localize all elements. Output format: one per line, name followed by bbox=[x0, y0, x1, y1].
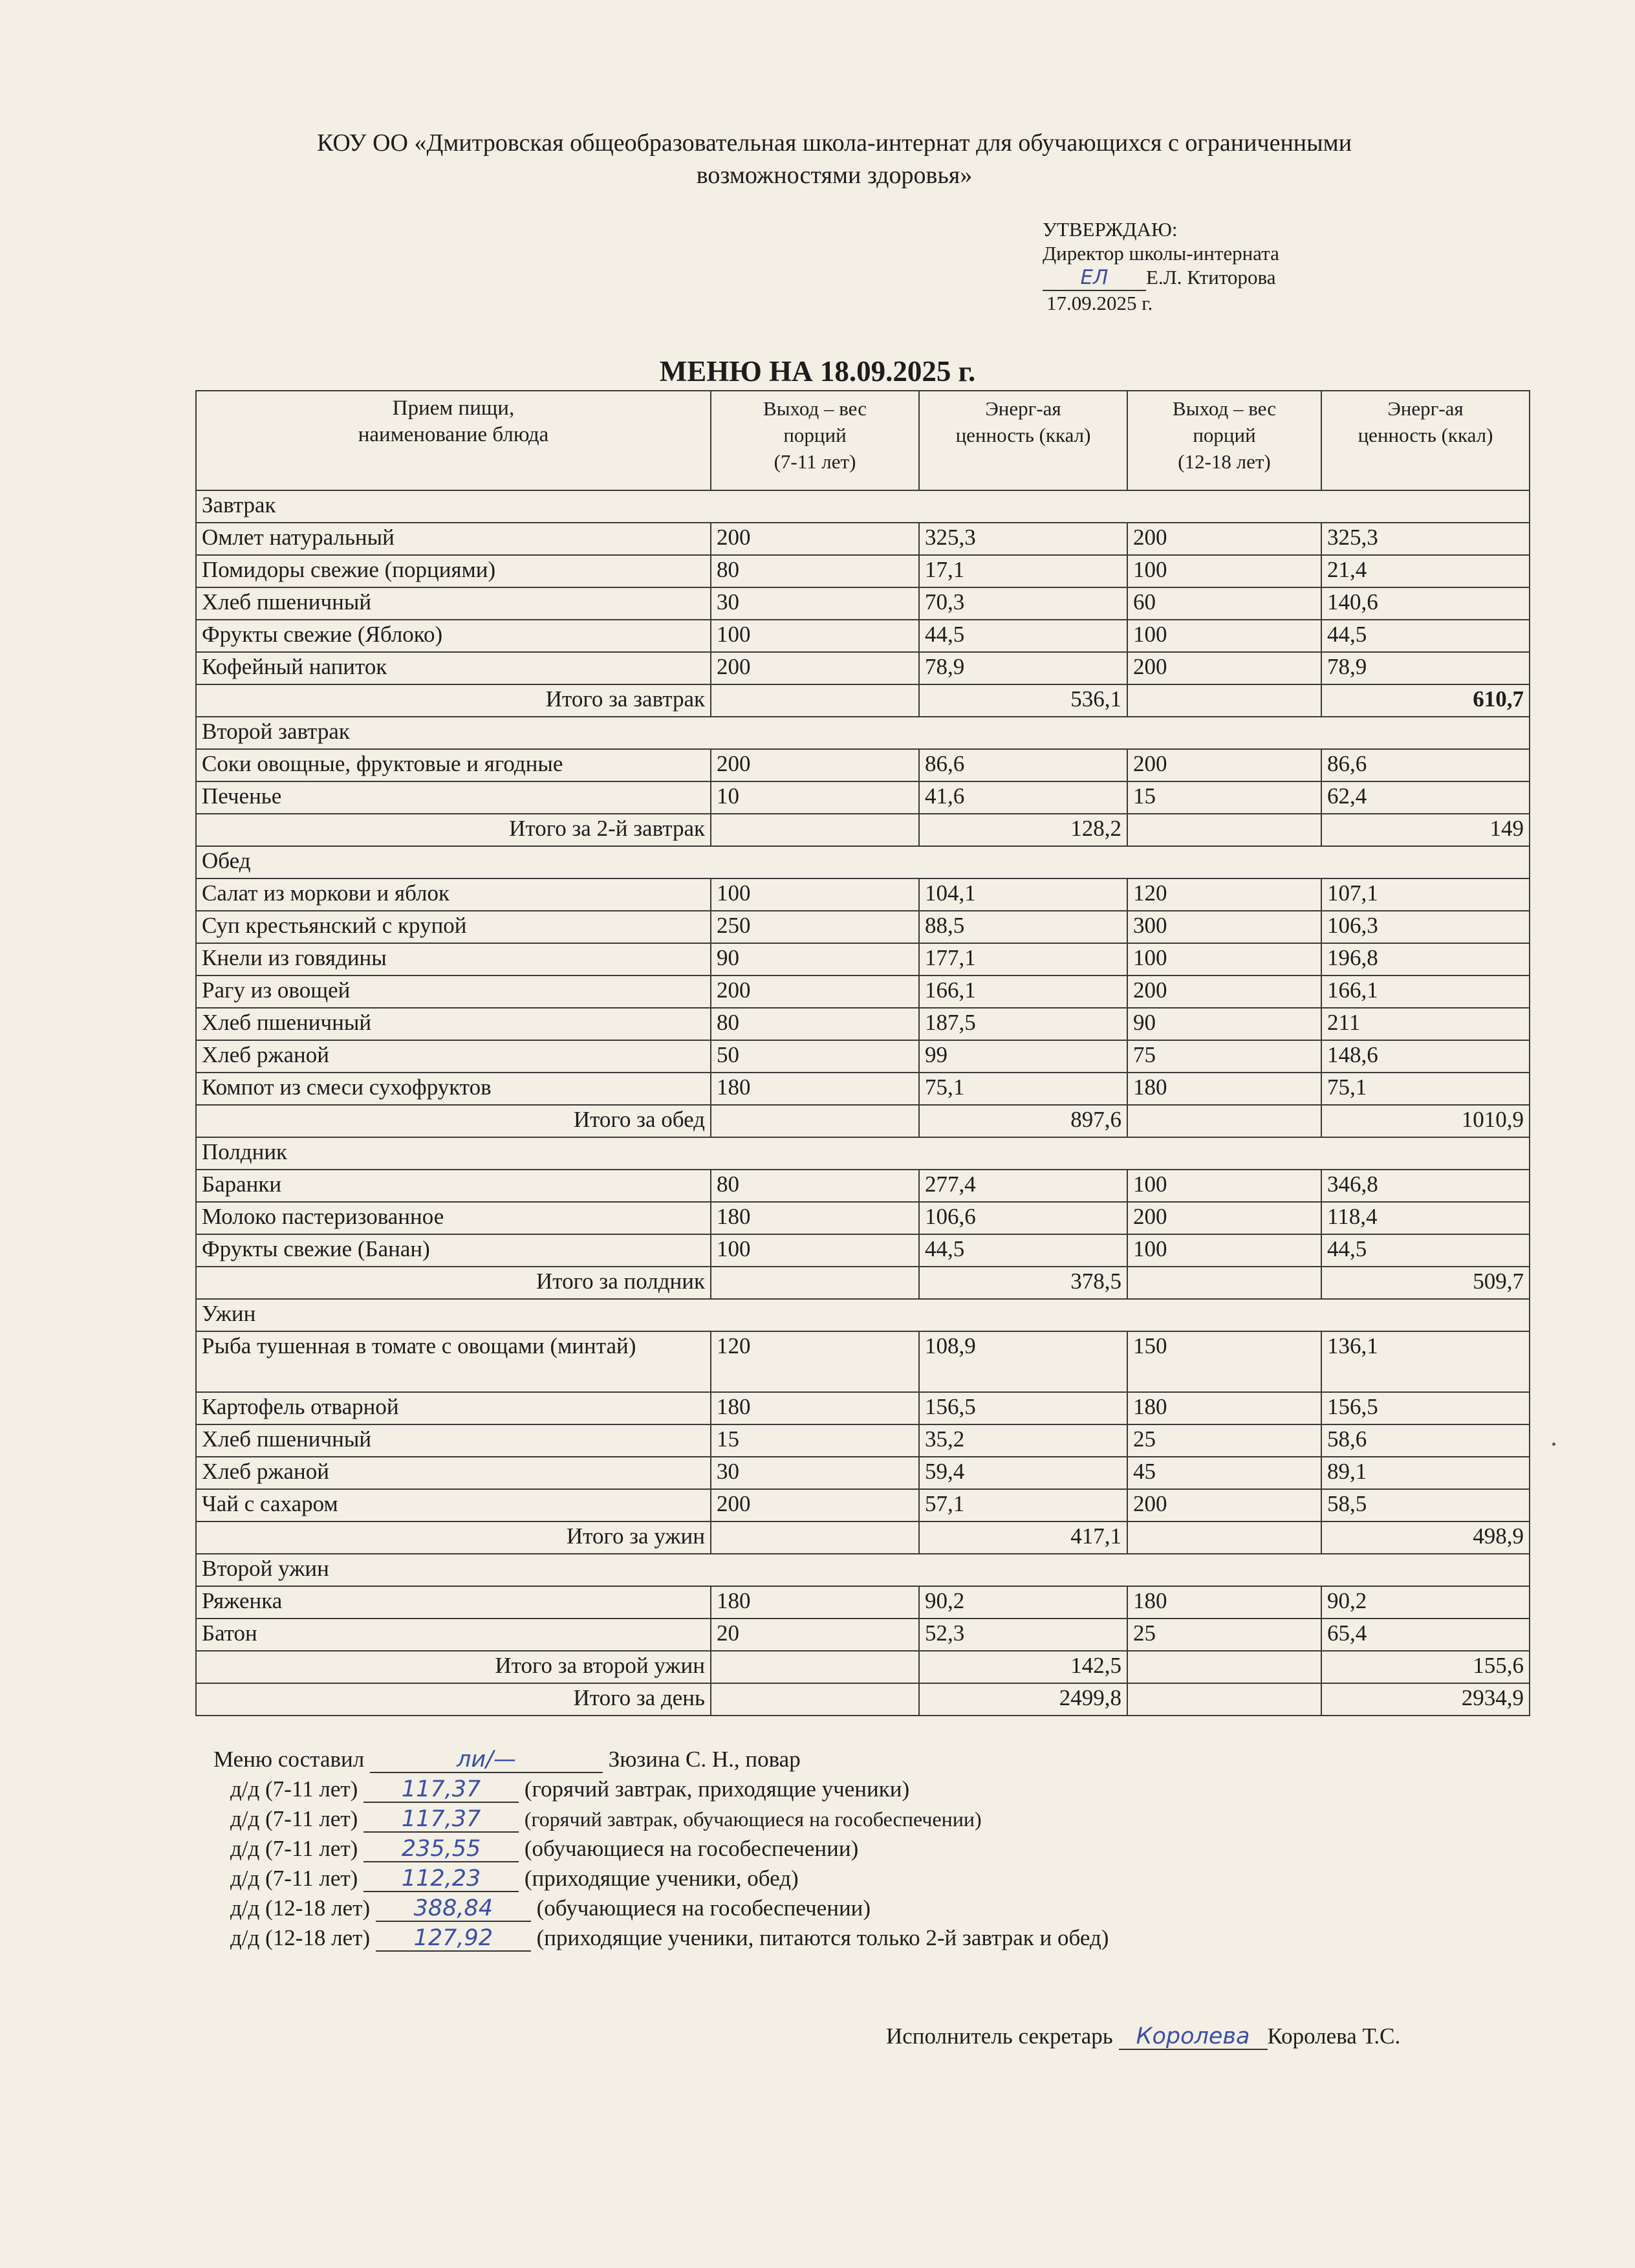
dish-weight: 45 bbox=[1127, 1457, 1321, 1489]
section-total-row bbox=[196, 1267, 1530, 1299]
dish-name: Компот из смеси сухофруктов bbox=[196, 1073, 711, 1105]
section-total-row bbox=[196, 684, 1530, 717]
allowance-value-line bbox=[363, 1866, 519, 1892]
section-total-empty bbox=[711, 1267, 919, 1299]
dish-weight: 200 bbox=[1127, 1489, 1321, 1521]
day-total-empty-2 bbox=[1127, 1683, 1321, 1716]
dish-energy: 99 bbox=[919, 1040, 1127, 1073]
dish-energy: 35,2 bbox=[919, 1424, 1127, 1457]
dish-weight: 100 bbox=[711, 1234, 919, 1267]
column-header-dish: Прием пищи, наименование блюда bbox=[196, 391, 711, 490]
dish-energy: 75,1 bbox=[1321, 1073, 1530, 1105]
dish-row bbox=[196, 587, 1530, 620]
section-total-empty bbox=[711, 1651, 919, 1683]
dish-energy: 177,1 bbox=[919, 943, 1127, 976]
dish-row bbox=[196, 1040, 1530, 1073]
dish-energy: 118,4 bbox=[1321, 1202, 1530, 1234]
allowance-note: (приходящие ученики, обед) bbox=[524, 1866, 799, 1891]
daily-allowance-line bbox=[213, 1864, 1109, 1893]
dish-weight: 100 bbox=[1127, 555, 1321, 587]
dish-energy: 89,1 bbox=[1321, 1457, 1530, 1489]
dish-weight: 180 bbox=[711, 1073, 919, 1105]
day-total-label: Итого за день bbox=[196, 1683, 711, 1716]
dish-energy: 58,6 bbox=[1321, 1424, 1530, 1457]
section-total-energy-7-11: 378,5 bbox=[919, 1267, 1127, 1299]
executor-label: Исполнитель секретарь bbox=[886, 2023, 1113, 2049]
menu-table bbox=[195, 390, 1530, 1716]
dish-energy: 62,4 bbox=[1321, 781, 1530, 814]
section-total-energy-12-18: 610,7 bbox=[1321, 684, 1530, 717]
section-total-label: Итого за завтрак bbox=[196, 684, 711, 717]
section-total-row bbox=[196, 814, 1530, 846]
dish-name: Картофель отварной bbox=[196, 1392, 711, 1424]
section-total-empty bbox=[1127, 1267, 1321, 1299]
dish-row bbox=[196, 878, 1530, 911]
executor-name: Королева Т.С. bbox=[1267, 2023, 1401, 2049]
dish-energy: 88,5 bbox=[919, 911, 1127, 943]
section-total-label: Итого за обед bbox=[196, 1105, 711, 1137]
dish-weight: 15 bbox=[711, 1424, 919, 1457]
section-total-empty bbox=[711, 1521, 919, 1554]
day-total-empty-1 bbox=[711, 1683, 919, 1716]
dish-row bbox=[196, 1202, 1530, 1234]
dish-name: Хлеб пшеничный bbox=[196, 587, 711, 620]
dish-energy: 78,9 bbox=[1321, 652, 1530, 684]
dish-row bbox=[196, 749, 1530, 781]
allowance-note: (горячий завтрак, обучающиеся на гособеспечении) bbox=[524, 1807, 982, 1831]
approval-date: 17.09.2025 г. bbox=[1046, 292, 1153, 314]
dish-weight: 10 bbox=[711, 781, 919, 814]
dish-energy: 108,9 bbox=[919, 1331, 1127, 1392]
director-signature: ЕЛ bbox=[1080, 266, 1109, 289]
dish-weight: 200 bbox=[1127, 976, 1321, 1008]
dish-row bbox=[196, 943, 1530, 976]
dish-energy: 156,5 bbox=[919, 1392, 1127, 1424]
dish-name: Рагу из овощей bbox=[196, 976, 711, 1008]
dish-row bbox=[196, 976, 1530, 1008]
dish-weight: 80 bbox=[711, 1170, 919, 1202]
dish-weight: 200 bbox=[711, 652, 919, 684]
section-row bbox=[196, 1554, 1530, 1586]
dish-weight: 80 bbox=[711, 555, 919, 587]
dish-weight: 180 bbox=[711, 1392, 919, 1424]
allowance-value-line bbox=[363, 1777, 519, 1803]
composed-name: Зюзина С. Н., повар bbox=[608, 1747, 801, 1772]
dish-row bbox=[196, 1424, 1530, 1457]
section-name: Обед bbox=[196, 846, 1530, 878]
dish-energy: 325,3 bbox=[919, 523, 1127, 555]
dish-energy: 156,5 bbox=[1321, 1392, 1530, 1424]
section-row bbox=[196, 717, 1530, 749]
composed-by-line bbox=[213, 1745, 1109, 1774]
section-total-empty bbox=[1127, 814, 1321, 846]
dish-weight: 200 bbox=[711, 749, 919, 781]
org-line-1: КОУ ОО «Дмитровская общеобразовательная школа-интернат для обучающихся с ограниченными bbox=[316, 129, 1352, 157]
dish-energy: 44,5 bbox=[1321, 620, 1530, 652]
menu-table-body bbox=[196, 490, 1530, 1683]
section-total-energy-12-18: 155,6 bbox=[1321, 1651, 1530, 1683]
dish-weight: 30 bbox=[711, 1457, 919, 1489]
section-total-label: Итого за второй ужин bbox=[196, 1651, 711, 1683]
dish-energy: 65,4 bbox=[1321, 1619, 1530, 1651]
dish-weight: 250 bbox=[711, 911, 919, 943]
dish-energy: 44,5 bbox=[1321, 1234, 1530, 1267]
allowance-value: 388,84 bbox=[413, 1895, 493, 1921]
day-total-energy-12-18: 2934,9 bbox=[1321, 1683, 1530, 1716]
allowance-value-line bbox=[363, 1837, 519, 1862]
scan-speck bbox=[1552, 1443, 1555, 1446]
dish-energy: 17,1 bbox=[919, 555, 1127, 587]
dish-name: Рыба тушенная в томате с овощами (минтай) bbox=[196, 1331, 711, 1392]
column-header-weight-7-11: Выход – вес порций (7-11 лет) bbox=[711, 391, 919, 490]
dish-name: Молоко пастеризованное bbox=[196, 1202, 711, 1234]
dish-energy: 211 bbox=[1321, 1008, 1530, 1040]
dish-weight: 300 bbox=[1127, 911, 1321, 943]
dish-weight: 200 bbox=[1127, 1202, 1321, 1234]
dish-row bbox=[196, 1008, 1530, 1040]
section-total-energy-7-11: 417,1 bbox=[919, 1521, 1127, 1554]
dish-row bbox=[196, 1170, 1530, 1202]
dish-weight: 15 bbox=[1127, 781, 1321, 814]
dish-weight: 200 bbox=[1127, 523, 1321, 555]
dish-name: Помидоры свежие (порциями) bbox=[196, 555, 711, 587]
dish-energy: 78,9 bbox=[919, 652, 1127, 684]
day-total-energy-7-11: 2499,8 bbox=[919, 1683, 1127, 1716]
dish-weight: 180 bbox=[1127, 1392, 1321, 1424]
section-total-row bbox=[196, 1651, 1530, 1683]
section-total-empty bbox=[1127, 1105, 1321, 1137]
dish-row bbox=[196, 1619, 1530, 1651]
dish-weight: 100 bbox=[1127, 620, 1321, 652]
section-name: Ужин bbox=[196, 1299, 1530, 1331]
section-row bbox=[196, 1137, 1530, 1170]
dish-weight: 25 bbox=[1127, 1424, 1321, 1457]
dish-row bbox=[196, 620, 1530, 652]
allowance-label: д/д (7-11 лет) bbox=[230, 1806, 358, 1831]
daily-allowance-lines bbox=[213, 1774, 1109, 1953]
dish-weight: 100 bbox=[711, 620, 919, 652]
section-total-empty bbox=[1127, 1651, 1321, 1683]
dish-row bbox=[196, 1234, 1530, 1267]
table-header-row bbox=[196, 391, 1530, 490]
dish-energy: 90,2 bbox=[1321, 1586, 1530, 1619]
dish-energy: 44,5 bbox=[919, 620, 1127, 652]
section-total-empty bbox=[711, 814, 919, 846]
dish-name: Фрукты свежие (Банан) bbox=[196, 1234, 711, 1267]
section-total-empty bbox=[711, 684, 919, 717]
allowance-label: д/д (7-11 лет) bbox=[230, 1836, 358, 1861]
dish-row bbox=[196, 523, 1530, 555]
column-header-weight-12-18: Выход – вес порций (12-18 лет) bbox=[1127, 391, 1321, 490]
daily-allowance-line bbox=[213, 1804, 1109, 1834]
dish-energy: 166,1 bbox=[919, 976, 1127, 1008]
allowance-label: д/д (7-11 лет) bbox=[230, 1776, 358, 1802]
dish-row bbox=[196, 1489, 1530, 1521]
section-total-energy-12-18: 149 bbox=[1321, 814, 1530, 846]
dish-weight: 25 bbox=[1127, 1619, 1321, 1651]
dish-name: Хлеб ржаной bbox=[196, 1040, 711, 1073]
dish-weight: 100 bbox=[1127, 1234, 1321, 1267]
dish-weight: 100 bbox=[1127, 943, 1321, 976]
director-signature-line bbox=[1043, 265, 1146, 291]
page-title: МЕНЮ НА 18.09.2025 г. bbox=[659, 355, 976, 387]
allowance-value-line bbox=[376, 1896, 531, 1922]
dish-name: Салат из моркови и яблок bbox=[196, 878, 711, 911]
allowance-label: д/д (7-11 лет) bbox=[230, 1866, 358, 1891]
dish-weight: 80 bbox=[711, 1008, 919, 1040]
director-name: Е.Л. Ктиторова bbox=[1146, 266, 1276, 289]
footer-block bbox=[213, 1745, 1109, 1953]
dish-name: Хлеб ржаной bbox=[196, 1457, 711, 1489]
dish-energy: 21,4 bbox=[1321, 555, 1530, 587]
section-total-row bbox=[196, 1105, 1530, 1137]
daily-allowance-line bbox=[213, 1834, 1109, 1864]
dish-weight: 60 bbox=[1127, 587, 1321, 620]
dish-weight: 120 bbox=[1127, 878, 1321, 911]
dish-energy: 187,5 bbox=[919, 1008, 1127, 1040]
dish-energy: 106,6 bbox=[919, 1202, 1127, 1234]
dish-row bbox=[196, 911, 1530, 943]
dish-weight: 75 bbox=[1127, 1040, 1321, 1073]
dish-energy: 136,1 bbox=[1321, 1331, 1530, 1392]
dish-energy: 58,5 bbox=[1321, 1489, 1530, 1521]
section-name: Завтрак bbox=[196, 490, 1530, 523]
allowance-value-line bbox=[376, 1926, 531, 1952]
dish-weight: 100 bbox=[1127, 1170, 1321, 1202]
dish-row bbox=[196, 781, 1530, 814]
dish-energy: 57,1 bbox=[919, 1489, 1127, 1521]
composed-label: Меню составил bbox=[213, 1747, 365, 1772]
allowance-note: (горячий завтрак, приходящие ученики) bbox=[524, 1776, 910, 1802]
section-total-empty bbox=[711, 1105, 919, 1137]
dish-name: Чай с сахаром bbox=[196, 1489, 711, 1521]
dish-row bbox=[196, 1331, 1530, 1392]
allowance-value: 127,92 bbox=[413, 1925, 493, 1951]
daily-allowance-line bbox=[213, 1774, 1109, 1804]
dish-energy: 104,1 bbox=[919, 878, 1127, 911]
dish-weight: 200 bbox=[711, 976, 919, 1008]
dish-energy: 140,6 bbox=[1321, 587, 1530, 620]
section-total-label: Итого за полдник bbox=[196, 1267, 711, 1299]
dish-energy: 325,3 bbox=[1321, 523, 1530, 555]
executor-signature: Королева bbox=[1136, 2023, 1250, 2049]
dish-energy: 166,1 bbox=[1321, 976, 1530, 1008]
dish-weight: 200 bbox=[1127, 652, 1321, 684]
dish-name: Омлет натуральный bbox=[196, 523, 711, 555]
dish-energy: 196,8 bbox=[1321, 943, 1530, 976]
dish-row bbox=[196, 652, 1530, 684]
dish-name: Кнели из говядины bbox=[196, 943, 711, 976]
allowance-label: д/д (12-18 лет) bbox=[230, 1925, 371, 1950]
dish-weight: 90 bbox=[711, 943, 919, 976]
section-row bbox=[196, 490, 1530, 523]
dish-weight: 200 bbox=[1127, 749, 1321, 781]
approval-block bbox=[1043, 217, 1279, 315]
allowance-value: 235,55 bbox=[401, 1836, 481, 1862]
section-row bbox=[196, 1299, 1530, 1331]
executor-signature-line bbox=[1119, 2024, 1268, 2050]
org-line-2: возможностями здоровья» bbox=[696, 162, 973, 189]
dish-energy: 107,1 bbox=[1321, 878, 1530, 911]
allowance-value: 112,23 bbox=[401, 1866, 481, 1892]
dish-energy: 52,3 bbox=[919, 1619, 1127, 1651]
dish-energy: 148,6 bbox=[1321, 1040, 1530, 1073]
dish-name: Батон bbox=[196, 1619, 711, 1651]
section-total-energy-12-18: 498,9 bbox=[1321, 1521, 1530, 1554]
allowance-label: д/д (12-18 лет) bbox=[230, 1895, 371, 1921]
dish-energy: 86,6 bbox=[919, 749, 1127, 781]
dish-weight: 180 bbox=[711, 1586, 919, 1619]
section-total-energy-12-18: 1010,9 bbox=[1321, 1105, 1530, 1137]
dish-row bbox=[196, 1457, 1530, 1489]
dish-name: Фрукты свежие (Яблоко) bbox=[196, 620, 711, 652]
section-total-empty bbox=[1127, 684, 1321, 717]
dish-name: Баранки bbox=[196, 1170, 711, 1202]
section-total-energy-7-11: 128,2 bbox=[919, 814, 1127, 846]
dish-energy: 277,4 bbox=[919, 1170, 1127, 1202]
dish-weight: 180 bbox=[1127, 1073, 1321, 1105]
dish-energy: 106,3 bbox=[1321, 911, 1530, 943]
dish-name: Кофейный напиток bbox=[196, 652, 711, 684]
dish-weight: 100 bbox=[711, 878, 919, 911]
dish-weight: 180 bbox=[1127, 1586, 1321, 1619]
dish-name: Хлеб пшеничный bbox=[196, 1008, 711, 1040]
daily-allowance-line bbox=[213, 1893, 1109, 1923]
column-header-energy-7-11: Энерг-ая ценность (ккал) bbox=[919, 391, 1127, 490]
section-total-energy-12-18: 509,7 bbox=[1321, 1267, 1530, 1299]
section-total-energy-7-11: 897,6 bbox=[919, 1105, 1127, 1137]
day-total-row bbox=[196, 1683, 1530, 1716]
dish-weight: 180 bbox=[711, 1202, 919, 1234]
allowance-value: 117,37 bbox=[401, 1776, 481, 1802]
dish-energy: 75,1 bbox=[919, 1073, 1127, 1105]
dish-row bbox=[196, 1073, 1530, 1105]
dish-weight: 150 bbox=[1127, 1331, 1321, 1392]
allowance-note: (приходящие ученики, питаются только 2-й завтрак и обед) bbox=[536, 1925, 1109, 1950]
dish-weight: 200 bbox=[711, 523, 919, 555]
section-name: Второй ужин bbox=[196, 1554, 1530, 1586]
section-name: Второй завтрак bbox=[196, 717, 1530, 749]
dish-energy: 59,4 bbox=[919, 1457, 1127, 1489]
dish-name: Соки овощные, фруктовые и ягодные bbox=[196, 749, 711, 781]
organization-name bbox=[194, 127, 1475, 191]
executor-line bbox=[886, 2023, 1400, 2050]
allowance-note: (обучающиеся на гособеспечении) bbox=[536, 1895, 871, 1921]
dish-weight: 20 bbox=[711, 1619, 919, 1651]
section-total-row bbox=[196, 1521, 1530, 1554]
section-total-energy-7-11: 142,5 bbox=[919, 1651, 1127, 1683]
dish-name: Ряженка bbox=[196, 1586, 711, 1619]
section-name: Полдник bbox=[196, 1137, 1530, 1170]
column-header-energy-12-18: Энерг-ая ценность (ккал) bbox=[1321, 391, 1530, 490]
dish-row bbox=[196, 555, 1530, 587]
approval-role: Директор школы-интерната bbox=[1043, 242, 1279, 265]
dish-energy: 44,5 bbox=[919, 1234, 1127, 1267]
section-total-empty bbox=[1127, 1521, 1321, 1554]
composed-signature: ли/— bbox=[457, 1747, 516, 1772]
allowance-note: (обучающиеся на гособеспечении) bbox=[524, 1836, 859, 1861]
dish-row bbox=[196, 1392, 1530, 1424]
dish-name: Печенье bbox=[196, 781, 711, 814]
section-total-label: Итого за ужин bbox=[196, 1521, 711, 1554]
allowance-value-line bbox=[363, 1807, 519, 1833]
dish-energy: 70,3 bbox=[919, 587, 1127, 620]
dish-energy: 86,6 bbox=[1321, 749, 1530, 781]
dish-energy: 90,2 bbox=[919, 1586, 1127, 1619]
daily-allowance-line bbox=[213, 1923, 1109, 1953]
section-total-energy-7-11: 536,1 bbox=[919, 684, 1127, 717]
dish-energy: 41,6 bbox=[919, 781, 1127, 814]
approval-title: УТВЕРЖДАЮ: bbox=[1043, 218, 1178, 241]
dish-weight: 90 bbox=[1127, 1008, 1321, 1040]
dish-weight: 50 bbox=[711, 1040, 919, 1073]
dish-name: Суп крестьянский с крупой bbox=[196, 911, 711, 943]
dish-row bbox=[196, 1586, 1530, 1619]
section-row bbox=[196, 846, 1530, 878]
dish-weight: 200 bbox=[711, 1489, 919, 1521]
composed-signature-line bbox=[370, 1747, 603, 1773]
dish-name: Хлеб пшеничный bbox=[196, 1424, 711, 1457]
dish-energy: 346,8 bbox=[1321, 1170, 1530, 1202]
dish-weight: 30 bbox=[711, 587, 919, 620]
section-total-label: Итого за 2-й завтрак bbox=[196, 814, 711, 846]
allowance-value: 117,37 bbox=[401, 1806, 481, 1832]
dish-weight: 120 bbox=[711, 1331, 919, 1392]
